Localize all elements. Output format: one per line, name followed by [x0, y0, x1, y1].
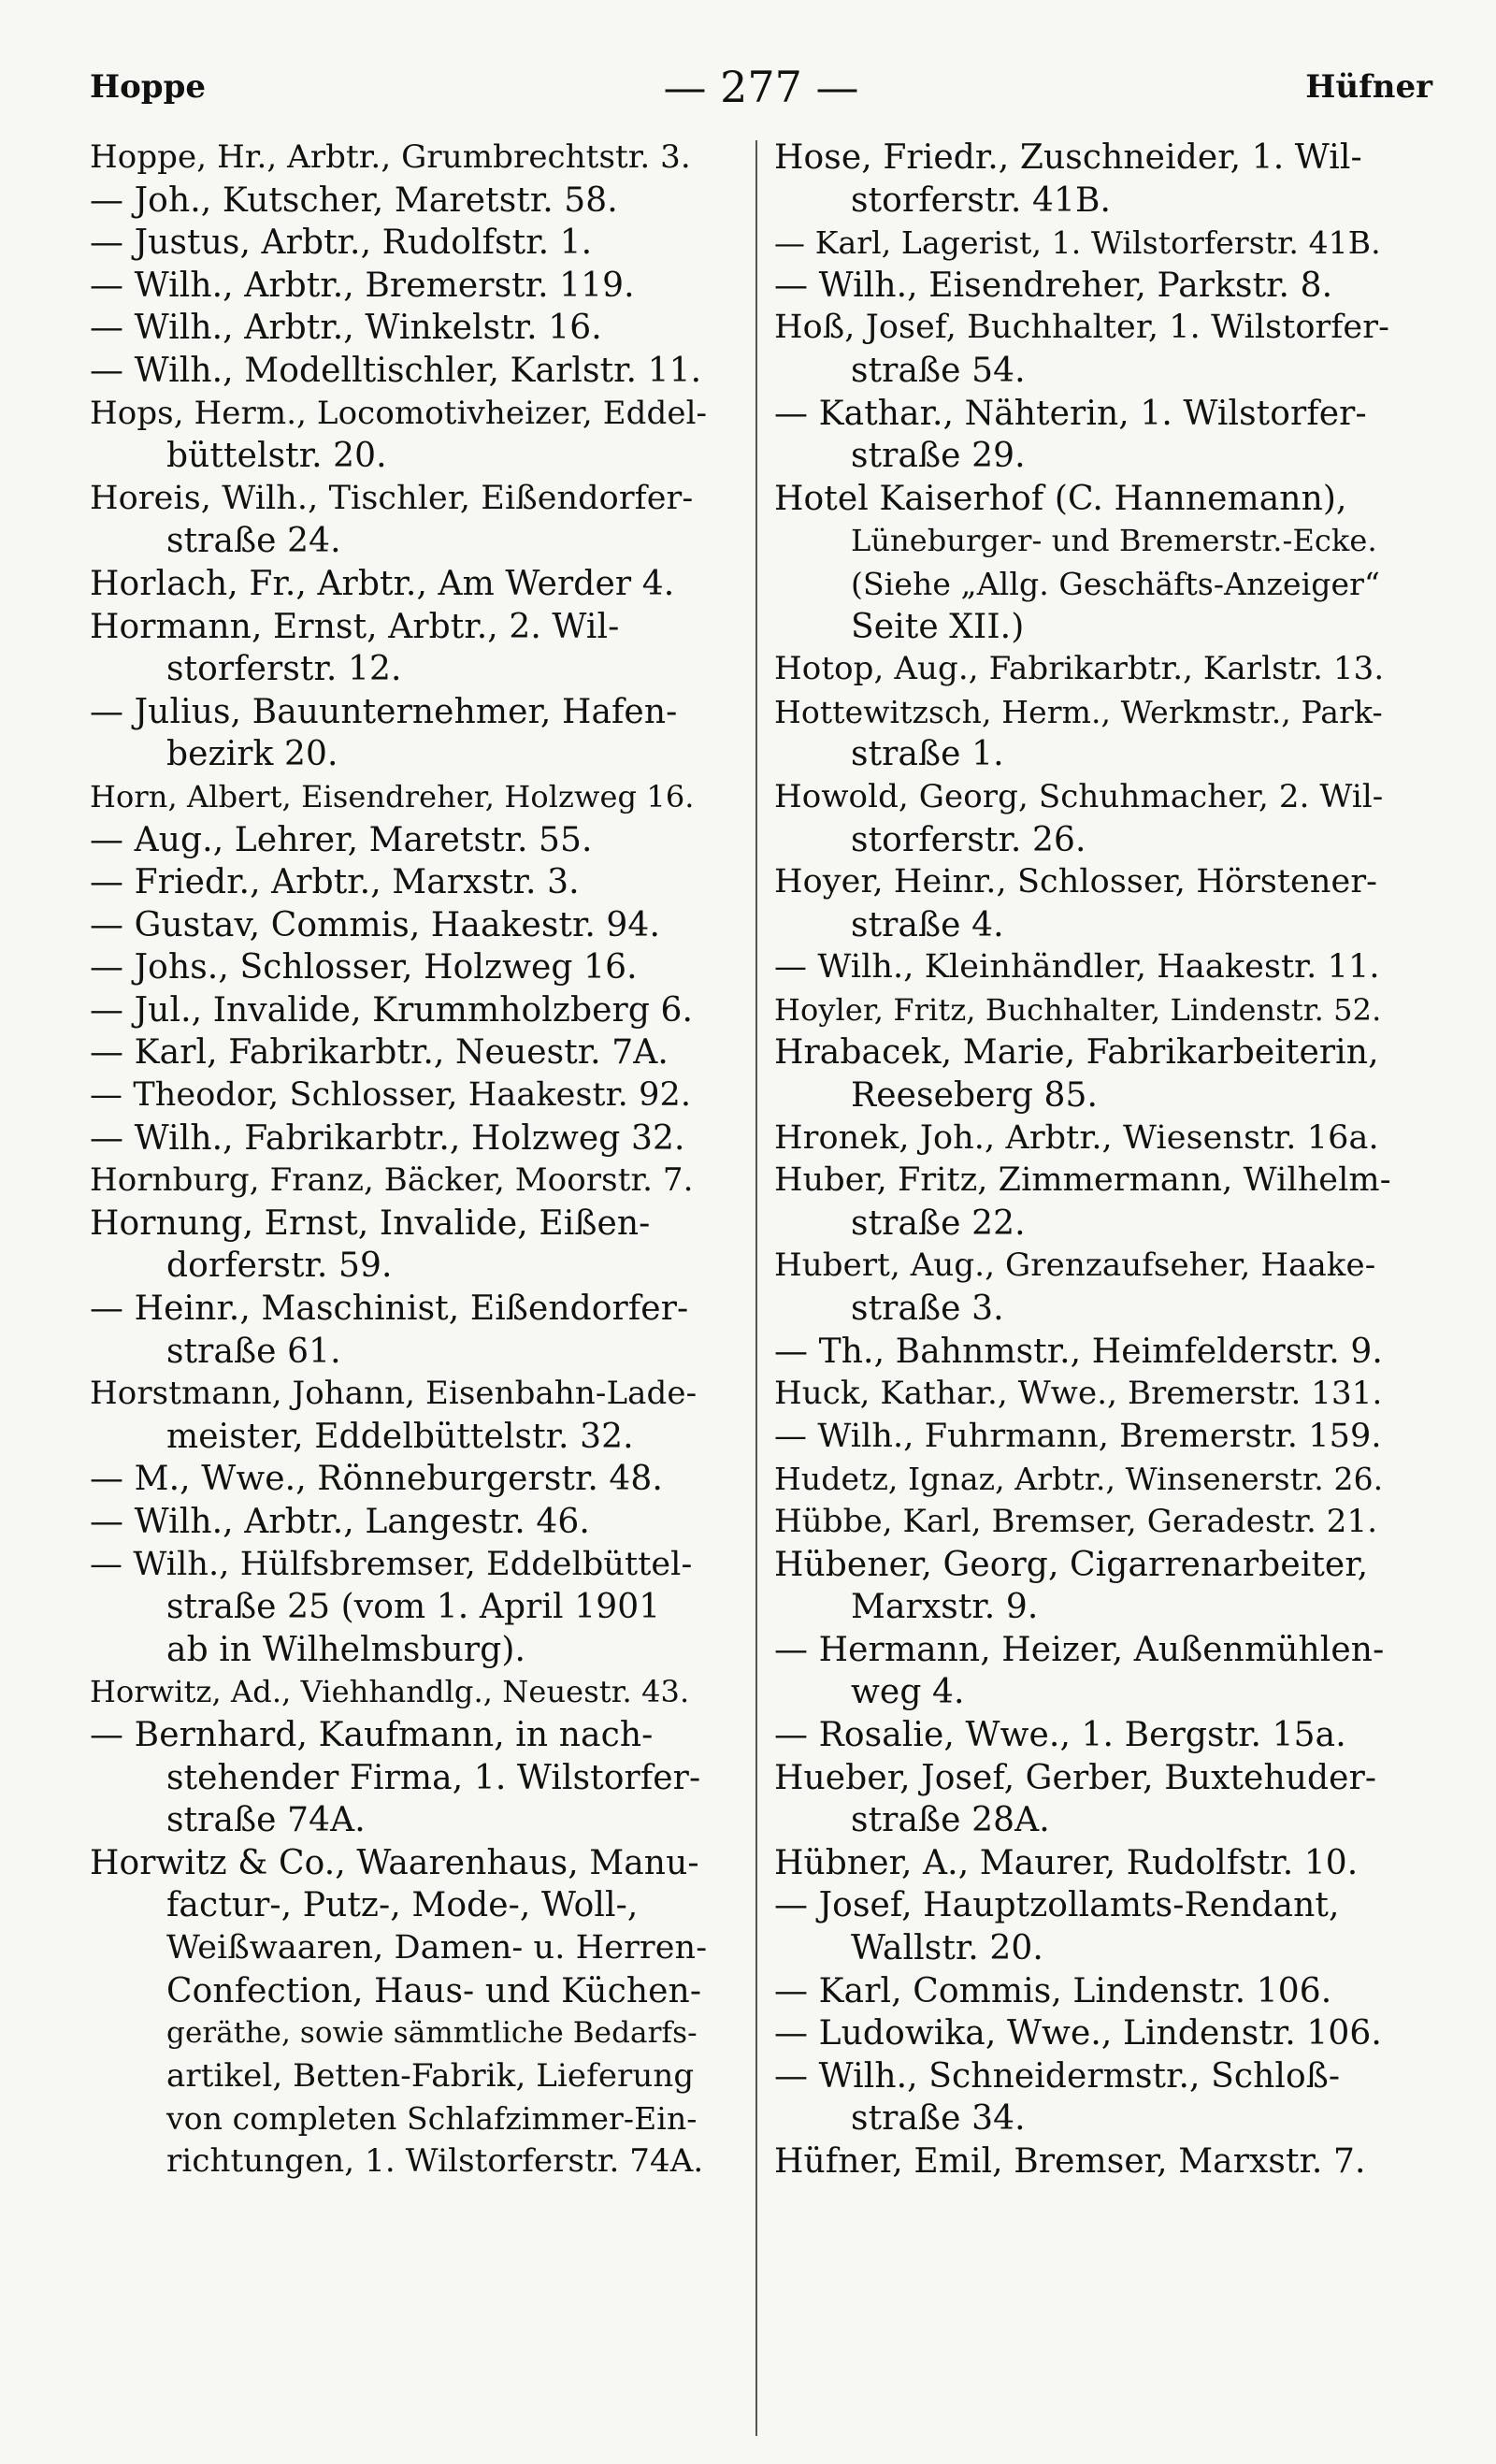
directory-line: Seite XII.) — [851, 607, 1025, 646]
directory-line: straße 61. — [166, 1332, 341, 1371]
directory-line: Hoß, Josef, Buchhalter, 1. Wilstorfer- — [774, 309, 1389, 347]
directory-line: — Gustav, Commis, Haakestr. 94. — [90, 905, 660, 944]
directory-line: Hotop, Aug., Fabrikarbtr., Karlstr. 13. — [774, 650, 1385, 688]
directory-line: Horeis, Wilh., Tischler, Eißendorfer- — [90, 479, 694, 517]
directory-line: — Justus, Arbtr., Rudolfstr. 1. — [90, 223, 593, 263]
directory-line: Hornung, Ernst, Invalide, Eißen- — [90, 1203, 651, 1243]
directory-line: weg 4. — [851, 1673, 965, 1712]
directory-line: — Hermann, Heizer, Außenmühlen- — [774, 1630, 1385, 1669]
directory-line: Howold, Georg, Schuhmacher, 2. Wil- — [774, 777, 1384, 815]
directory-line: Marxstr. 9. — [851, 1588, 1039, 1627]
directory-line: Horstmann, Johann, Eisenbahn-Lade- — [90, 1375, 698, 1413]
directory-line: — Wilh., Schneidermstr., Schloß- — [774, 2056, 1341, 2096]
directory-line: — Wilh., Fuhrmann, Bremerstr. 159. — [774, 1417, 1382, 1455]
directory-line: Wallstr. 20. — [851, 1928, 1043, 1967]
directory-line: Hotel Kaiserhof (C. Hannemann), — [774, 479, 1347, 518]
directory-line: straße 4. — [851, 905, 1004, 944]
directory-line: Huck, Kathar., Wwe., Bremerstr. 131. — [774, 1375, 1383, 1413]
directory-line: Hrabacek, Marie, Fabrikarbeiterin, — [774, 1033, 1379, 1073]
directory-line: (Siehe „Allg. Geschäfts-Anzeiger“ — [851, 565, 1380, 602]
directory-line: artikel, Betten-Fabrik, Lieferung — [166, 2056, 695, 2095]
directory-line: Lüneburger- und Bremerstr.-Ecke. — [851, 523, 1377, 559]
directory-line: Horn, Albert, Eisendreher, Holzweg 16. — [90, 778, 695, 814]
directory-line: — Wilh., Hülfsbremser, Eddelbüttel- — [90, 1545, 693, 1583]
directory-line: — Wilh., Eisendreher, Parkstr. 8. — [774, 266, 1333, 305]
directory-line: — Wilh., Fabrikarbtr., Holzweg 32. — [90, 1118, 685, 1158]
directory-line: Hudetz, Ignaz, Arbtr., Winsenerstr. 26. — [774, 1461, 1384, 1498]
directory-line: — Johs., Schlosser, Holzweg 16. — [90, 948, 638, 987]
directory-line: Hoppe, Hr., Arbtr., Grumbrechtstr. 3. — [90, 138, 691, 176]
directory-line: von completen Schlafzimmer-Ein- — [166, 2100, 698, 2138]
directory-line: Horwitz, Ad., Viehhandlg., Neuestr. 43. — [90, 1674, 690, 1710]
right-column — [774, 137, 1391, 2183]
directory-line: — Theodor, Schlosser, Haakestr. 92. — [90, 1076, 692, 1115]
directory-line: — Karl, Commis, Lindenstr. 106. — [774, 1971, 1332, 2010]
directory-line: Huber, Fritz, Zimmermann, Wilhelm- — [774, 1161, 1391, 1200]
directory-line: — Rosalie, Wwe., 1. Bergstr. 15a. — [774, 1715, 1346, 1754]
directory-line: — Aug., Lehrer, Maretstr. 55. — [90, 820, 593, 859]
directory-line: — Th., Bahnmstr., Heimfelderstr. 9. — [774, 1332, 1383, 1371]
header-left-catchword: Hoppe — [90, 68, 206, 106]
directory-line: büttelstr. 20. — [166, 437, 387, 476]
directory-line: Hübner, A., Maurer, Rudolfstr. 10. — [774, 1843, 1359, 1882]
directory-line: Hübener, Georg, Cigarrenarbeiter, — [774, 1545, 1369, 1584]
directory-line: bezirk 20. — [166, 735, 338, 774]
directory-line: — Joh., Kutscher, Maretstr. 58. — [90, 180, 618, 220]
directory-line: ab in Wilhelmsburg). — [166, 1630, 526, 1669]
column-divider — [755, 140, 757, 2436]
directory-line: Hueber, Josef, Gerber, Buxtehuder- — [774, 1758, 1377, 1797]
directory-line: — Wilh., Kleinhändler, Haakestr. 11. — [774, 948, 1380, 987]
directory-line: Weißwaaren, Damen- u. Herren- — [166, 1928, 708, 1967]
directory-line: Horlach, Fr., Arbtr., Am Werder 4. — [90, 564, 675, 603]
directory-line: — Wilh., Arbtr., Langestr. 46. — [90, 1503, 590, 1541]
directory-line: — Karl, Fabrikarbtr., Neuestr. 7A. — [90, 1033, 669, 1073]
directory-line: storferstr. 12. — [166, 650, 402, 689]
directory-line: dorferstr. 59. — [166, 1246, 393, 1286]
directory-line: Hronek, Joh., Arbtr., Wiesenstr. 16a. — [774, 1118, 1379, 1157]
directory-line: factur-, Putz-, Mode-, Woll-, — [166, 1886, 639, 1925]
directory-line: — Wilh., Arbtr., Bremerstr. 119. — [90, 266, 635, 305]
directory-line: Reeseberg 85. — [851, 1076, 1099, 1116]
directory-line: storferstr. 41B. — [851, 180, 1112, 220]
directory-line: — Jul., Invalide, Krummholzberg 6. — [90, 990, 694, 1030]
directory-line: straße 29. — [851, 437, 1026, 476]
directory-line: Hops, Herm., Locomotivheizer, Eddel- — [90, 394, 708, 432]
directory-line: straße 1. — [851, 735, 1004, 774]
directory-line: — Wilh., Arbtr., Winkelstr. 16. — [90, 309, 602, 348]
directory-line: — Karl, Lagerist, 1. Wilstorferstr. 41B. — [774, 224, 1381, 262]
directory-line: straße 24. — [166, 522, 341, 561]
header-right-catchword: Hüfner — [1305, 68, 1432, 106]
left-column — [90, 137, 707, 2183]
directory-line: — Ludowika, Wwe., Lindenstr. 106. — [774, 2014, 1382, 2053]
directory-line: Hübbe, Karl, Bremser, Geradestr. 21. — [774, 1503, 1378, 1540]
directory-line: — Bernhard, Kaufmann, in nach- — [90, 1715, 654, 1754]
directory-line: straße 34. — [851, 2099, 1026, 2139]
directory-line: — Kathar., Nähterin, 1. Wilstorfer- — [774, 394, 1367, 433]
directory-line: storferstr. 26. — [851, 820, 1086, 859]
directory-line: — M., Wwe., Rönneburgerstr. 48. — [90, 1460, 663, 1499]
directory-line: — Josef, Hauptzollamts-Rendant, — [774, 1886, 1340, 1925]
directory-line: — Wilh., Modelltischler, Karlstr. 11. — [90, 351, 702, 390]
directory-line: straße 3. — [851, 1290, 1004, 1329]
directory-line: — Friedr., Arbtr., Marxstr. 3. — [90, 863, 580, 902]
directory-line: Hottewitzsch, Herm., Werkmstr., Park- — [774, 693, 1383, 730]
directory-line: Horwitz & Co., Waarenhaus, Manu- — [90, 1843, 699, 1882]
directory-line: Confection, Haus- und Küchen- — [166, 1971, 702, 2010]
page-header — [90, 54, 1432, 120]
page-number: — 277 — — [663, 62, 859, 112]
directory-line: straße 25 (vom 1. April 1901 — [166, 1588, 661, 1627]
directory-line: — Heinr., Maschinist, Eißendorfer- — [90, 1290, 689, 1329]
directory-line: stehender Firma, 1. Wilstorfer- — [166, 1758, 701, 1797]
directory-line: straße 74A. — [166, 1801, 366, 1840]
directory-line: Hüfner, Emil, Bremser, Marxstr. 7. — [774, 2141, 1366, 2181]
directory-line: straße 22. — [851, 1203, 1026, 1243]
directory-line: straße 54. — [851, 351, 1026, 390]
directory-line: geräthe, sowie sämmtliche Bedarfs- — [166, 2016, 698, 2051]
directory-line: meister, Eddelbüttelstr. 32. — [166, 1417, 634, 1456]
directory-line: Hubert, Aug., Grenzaufseher, Haake- — [774, 1246, 1376, 1285]
directory-line: Hormann, Ernst, Arbtr., 2. Wil- — [90, 607, 620, 646]
directory-line: Hornburg, Franz, Bäcker, Moorstr. 7. — [90, 1161, 694, 1200]
directory-line: Hoyler, Fritz, Buchhalter, Lindenstr. 52. — [774, 991, 1382, 1028]
directory-line: Hose, Friedr., Zuschneider, 1. Wil- — [774, 138, 1362, 177]
directory-line: richtungen, 1. Wilstorferstr. 74A. — [166, 2141, 704, 2180]
directory-line: straße 28A. — [851, 1801, 1050, 1840]
directory-line: Hoyer, Heinr., Schlosser, Hörstener- — [774, 863, 1378, 901]
directory-line: — Julius, Bauunternehmer, Hafen- — [90, 692, 678, 731]
